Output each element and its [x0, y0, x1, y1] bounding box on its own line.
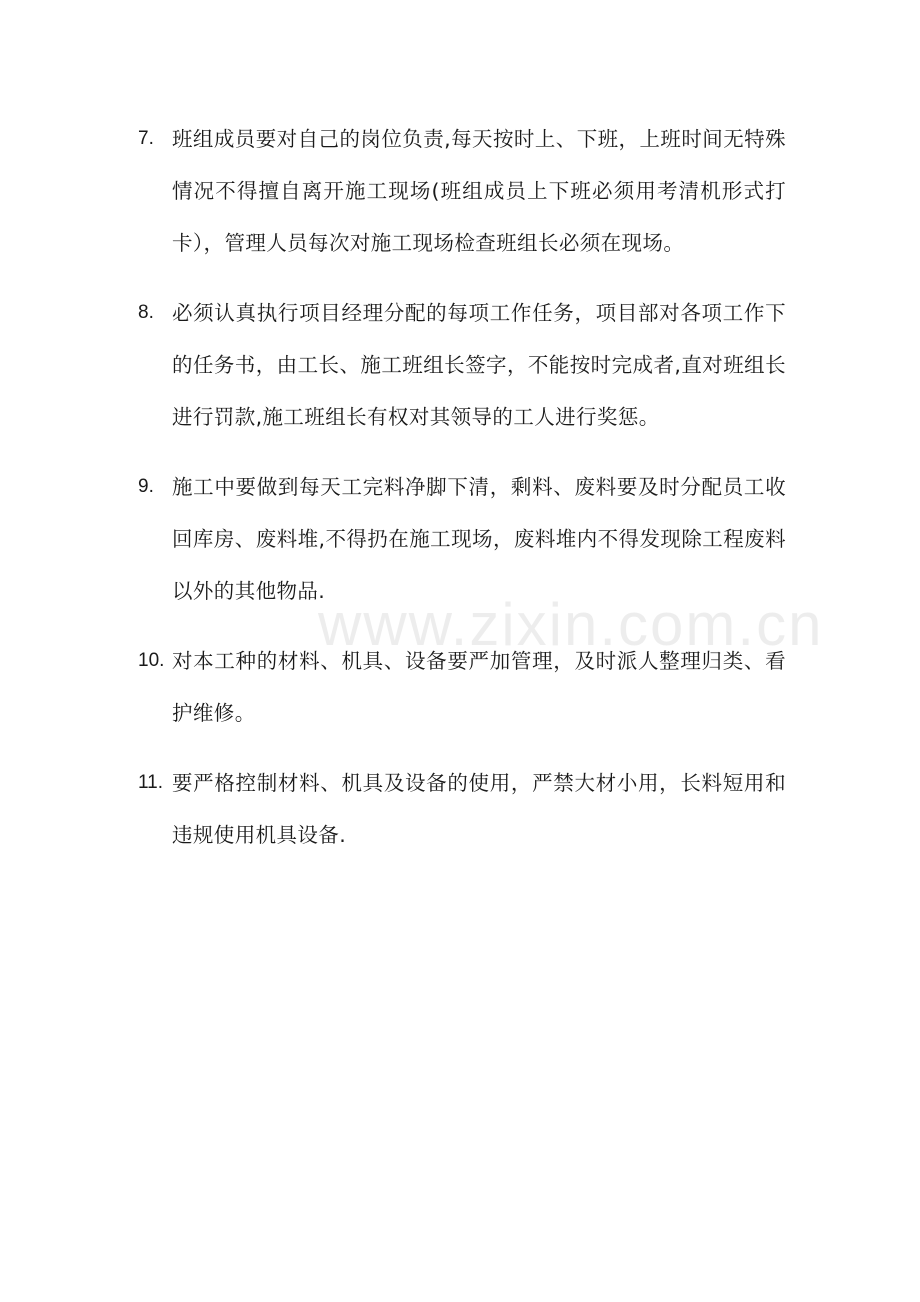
item-text: 必须认真执行项目经理分配的每项工作任务，项目部对各项工作下的任务书，由工长、施工班组长签字，不能按时完成者,直对班组长进行罚款,施工班组长有权对其领导的工人进行奖惩。 — [172, 301, 786, 429]
list-item — [138, 113, 786, 269]
item-number: 10. — [138, 650, 165, 671]
item-text: 施工中要做到每天工完料净脚下清，剩料、废料要及时分配员工收回库房、废料堆,不得扔在施工现场，废料堆内不得发现除工程废料以外的其他物品. — [172, 475, 786, 603]
list-item — [138, 757, 786, 861]
rules-list — [138, 113, 786, 879]
list-item — [138, 287, 786, 443]
item-number: 7. — [138, 128, 154, 149]
item-number: 9. — [138, 476, 154, 497]
item-text: 对本工种的材料、机具、设备要严加管理，及时派人整理归类、看护维修。 — [172, 649, 786, 725]
item-text: 要严格控制材料、机具及设备的使用，严禁大材小用，长料短用和违规使用机具设备. — [172, 771, 786, 847]
item-text: 班组成员要对自己的岗位负责,每天按时上、下班，上班时间无特殊情况不得擅自离开施工现场(班组成员上下班必须用考清机形式打卡），管理人员每次对施工现场检查班组长必须在现场。 — [172, 127, 786, 255]
item-number: 8. — [138, 302, 154, 323]
watermark: www.zixin.com.cn — [318, 591, 824, 658]
item-number: 11. — [138, 772, 164, 793]
